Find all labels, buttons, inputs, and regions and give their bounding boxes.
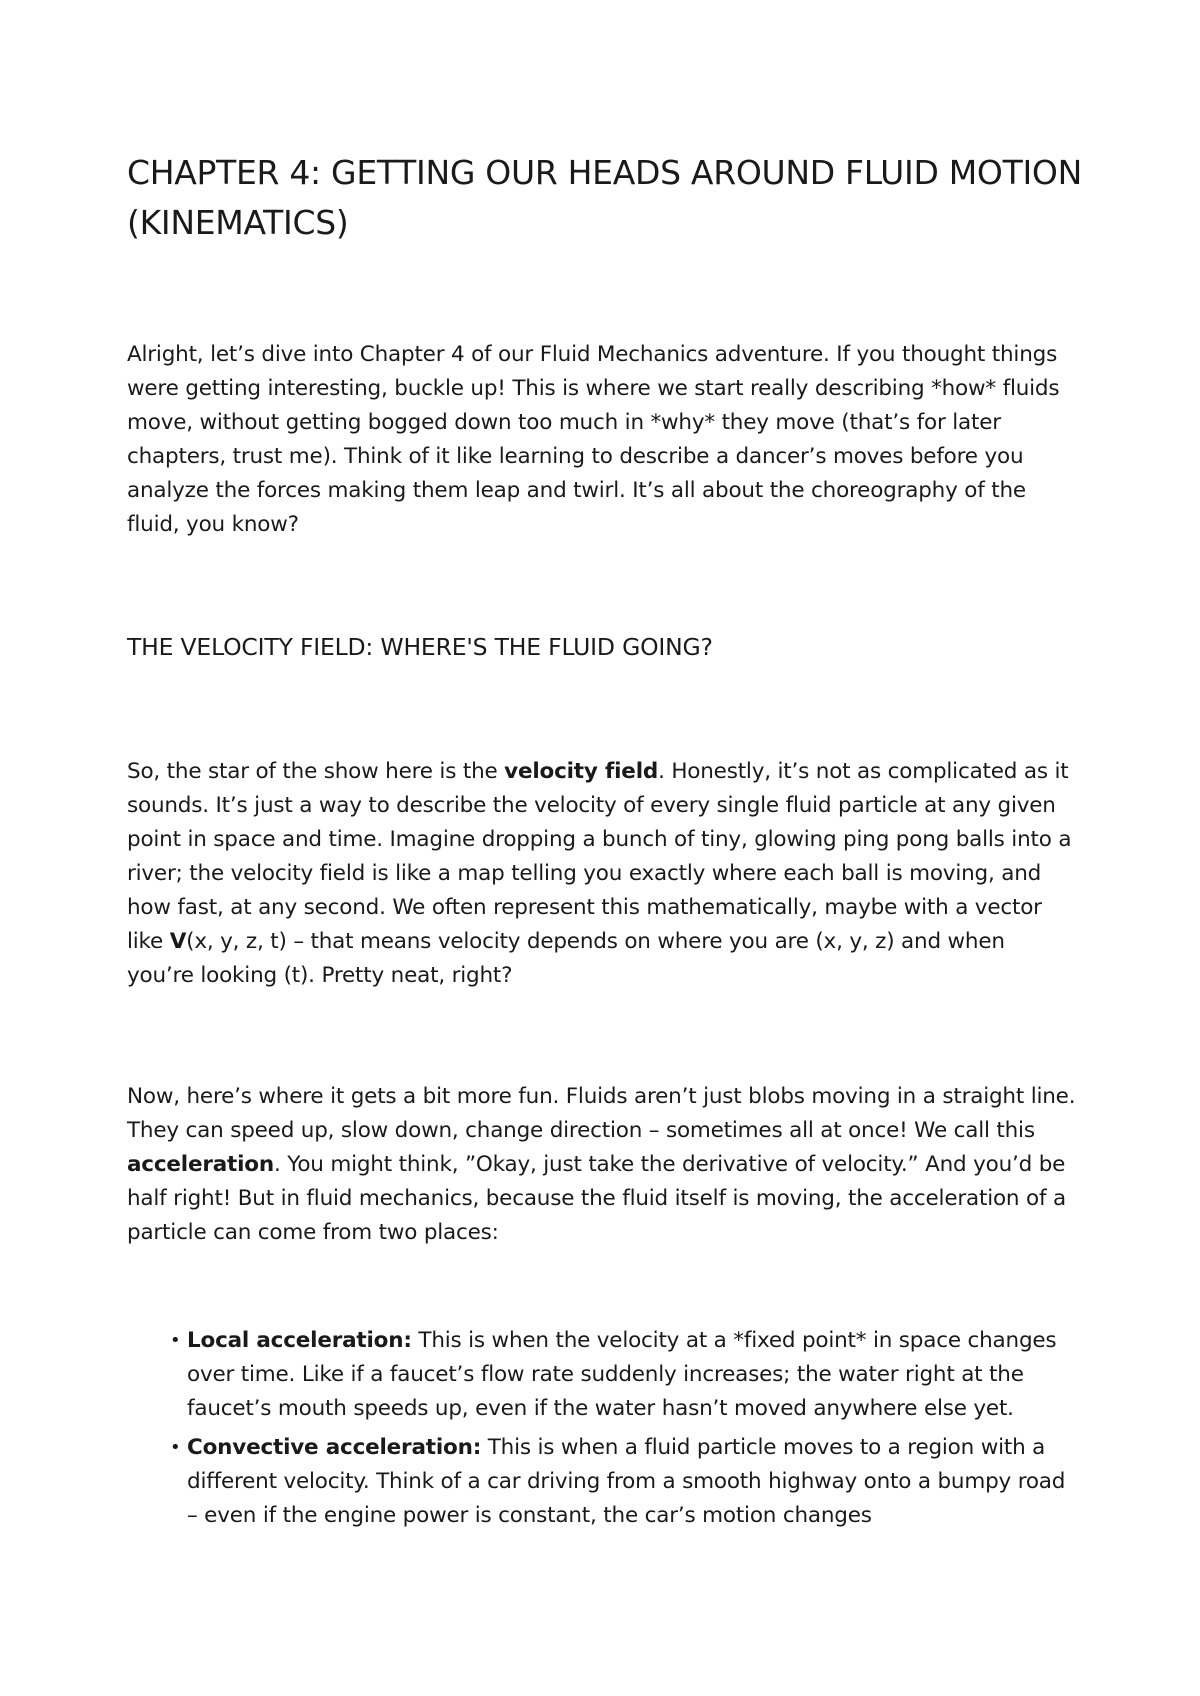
text-run: . You might think, ”Okay, just take the derivative of velocity.” And you’d be half right! But in fluid mechanics, because the fluid itself is moving, the acceleration of a particle can come from two places: xyxy=(127,1152,1066,1245)
list-item-text: This is when the velocity at a *fixed point* in space changes over time. Like if a faucet’s flow rate suddenly increases; the water right at the faucet’s mouth speeds up, even if the water hasn’t moved anywhere else yet. xyxy=(187,1328,1057,1421)
text-run: Now, here’s where it gets a bit more fun. Fluids aren’t just blobs moving in a straight line. They can speed up, slow down, change direction – sometimes all at once! We call this xyxy=(127,1084,1076,1143)
bold-term-vector: V xyxy=(169,929,187,954)
chapter-title: CHAPTER 4: GETTING OUR HEADS AROUND FLUID MOTION (KINEMATICS) xyxy=(127,153,1082,242)
list-item xyxy=(170,1431,1070,1533)
list-item-term: Local acceleration: xyxy=(187,1328,412,1353)
text-run: (x, y, z, t) – that means velocity depends on where you are (x, y, z) and when you’re looking (t). Pretty neat, right? xyxy=(127,929,1005,988)
list-item-text: This is when a fluid particle moves to a region with a different velocity. Think of a car driving from a smooth highway onto a bumpy road – even if the engine power is constant, the car’s motion changes xyxy=(187,1435,1066,1528)
text-run: So, the star of the show here is the xyxy=(127,759,505,784)
section-title: THE VELOCITY FIELD: WHERE'S THE FLUID GOING? xyxy=(127,633,713,661)
intro-paragraph: Alright, let’s dive into Chapter 4 of our Fluid Mechanics adventure. If you thought things were getting interesting, buckle up! This is where we start really describing *how* fluids move, without getting bogged down too much in *why* they move (that’s for later chapters, trust me). Think of it like learning to describe a dancer’s moves before you analyze the forces making them leap and twirl. It’s all about the choreography of the fluid, you know? xyxy=(127,342,1060,537)
text-run: . Honestly, it’s not as complicated as it sounds. It’s just a way to describe the velocity of every single fluid particle at any given point in space and time. Imagine dropping a bunch of tiny, glowing ping pong balls into a river; the velocity field is like a map telling you exactly where each ball is moving, and how fast, at any second. We often represent this mathematically, maybe with a vector like xyxy=(127,759,1072,954)
acceleration-paragraph xyxy=(127,1080,1077,1250)
bold-term-velocity-field: velocity field xyxy=(504,759,659,784)
list-item xyxy=(170,1324,1070,1426)
acceleration-types-list xyxy=(170,1324,1070,1538)
list-item-term: Convective acceleration: xyxy=(187,1435,482,1460)
velocity-field-paragraph xyxy=(127,755,1077,993)
bold-term-acceleration: acceleration xyxy=(127,1152,274,1177)
